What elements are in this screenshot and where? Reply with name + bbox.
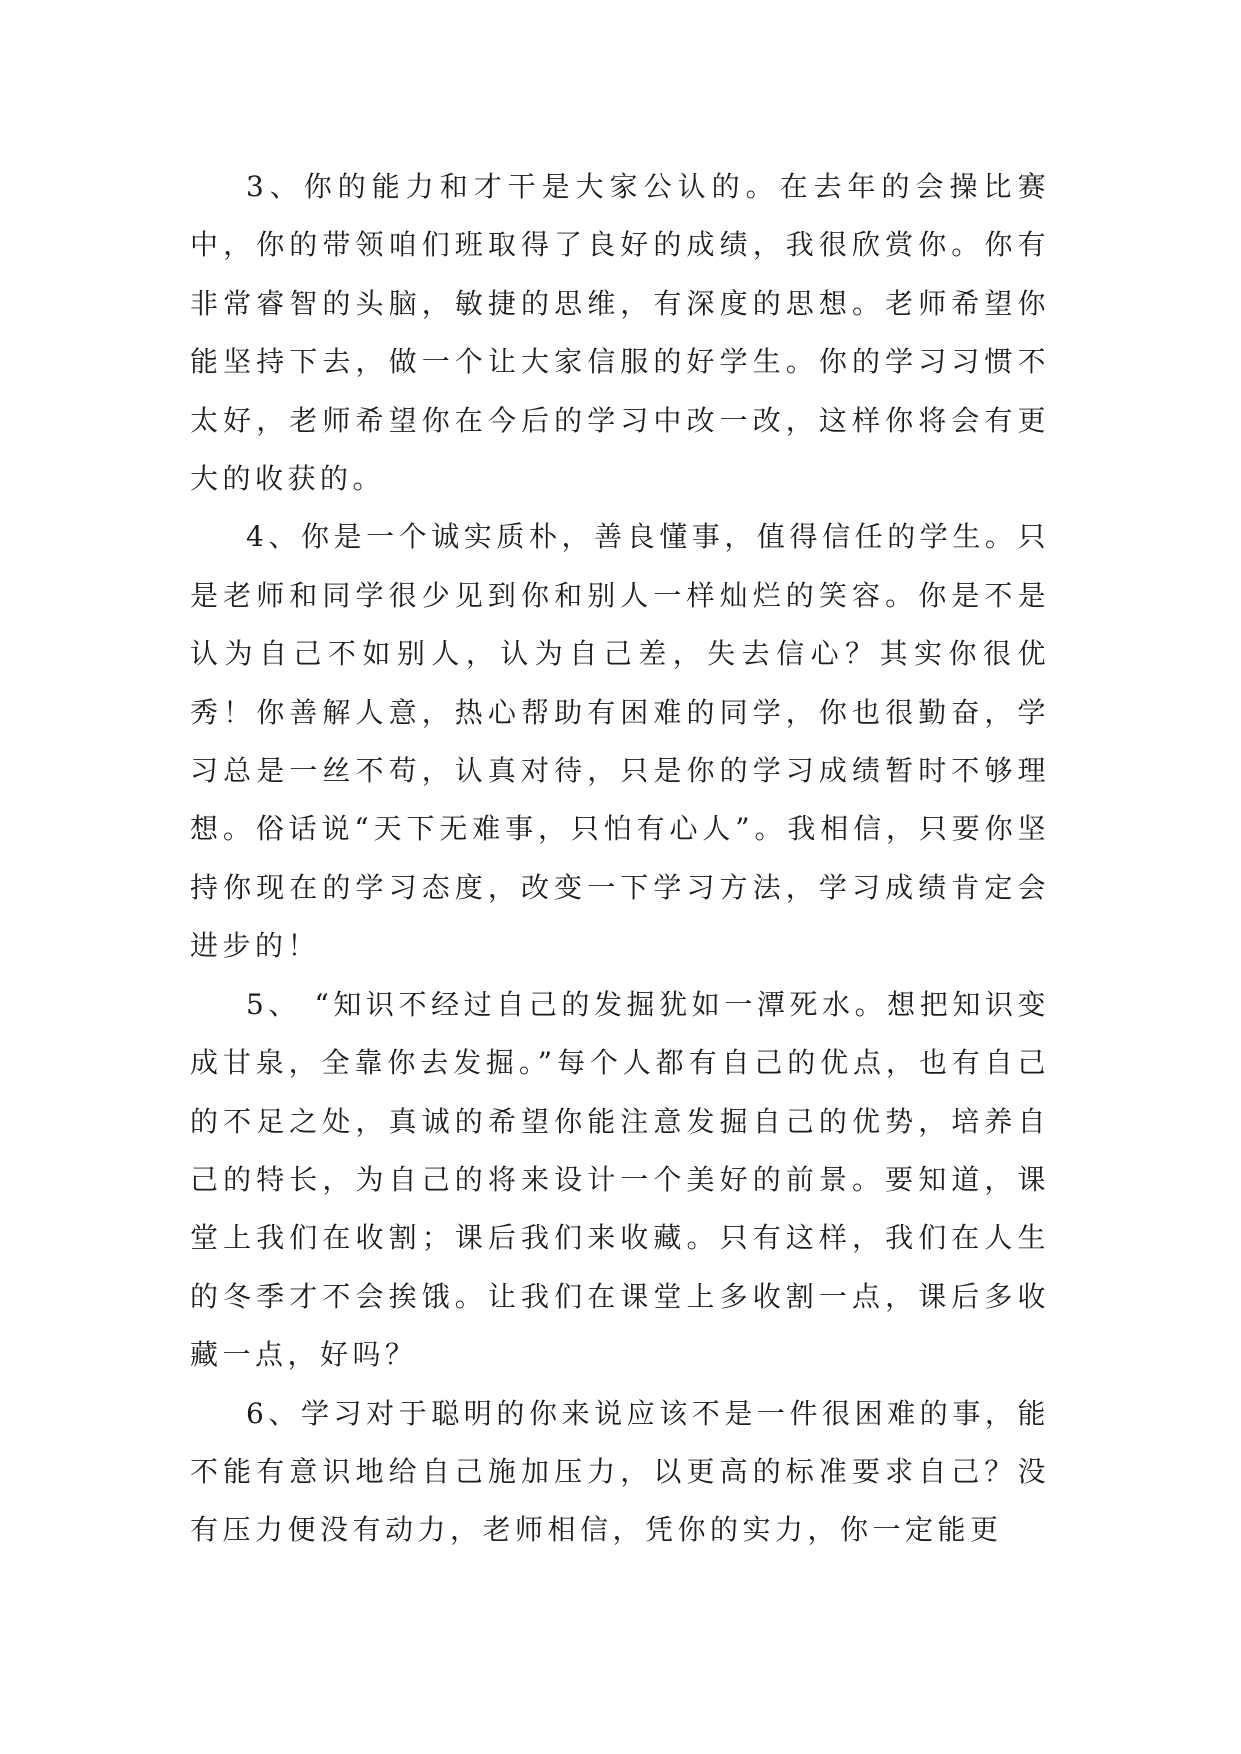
document-body xyxy=(190,158,1050,1560)
paragraph-4: 4、你是一个诚实质朴，善良懂事，值得信任的学生。只是老师和同学很少见到你和别人一样灿烂的笑容。你是不是认为自己不如别人，认为自己差，失去信心？其实你很优秀！你善解人意，热心帮助有困难的同学，你也很勤奋，学习总是一丝不苟，认真对待，只是你的学习成绩暂时不够理想。俗话说“天下无难事，只怕有心人”。我相信，只要你坚持你现在的学习态度，改变一下学习方法，学习成绩肯定会进步的！ xyxy=(190,520,1050,963)
paragraph-6: 6、学习对于聪明的你来说应该不是一件很困难的事，能不能有意识地给自己施加压力，以更高的标准要求自己？没有压力便没有动力，老师相信，凭你的实力，你一定能更 xyxy=(190,1396,1050,1547)
paragraph-3: 3、你的能力和才干是大家公认的。在去年的会操比赛中，你的带领咱们班取得了良好的成绩，我很欣赏你。你有非常睿智的头脑，敏捷的思维，有深度的思想。老师希望你能坚持下去，做一个让大家信服的好学生。你的学习习惯不太好，老师希望你在今后的学习中改一改，这样你将会有更大的收获的。 xyxy=(190,170,1050,496)
paragraph-5: 5、 “知识不经过自己的发掘犹如一潭死水。想把知识变成甘泉，全靠你去发掘。”每个人都有自己的优点，也有自己的不足之处，真诚的希望你能注意发掘自己的优势，培养自己的特长，为自己的将来设计一个美好的前景。要知道，课堂上我们在收割；课后我们来收藏。只有这样，我们在人生的冬季才不会挨饿。让我们在课堂上多收割一点，课后多收藏一点，好吗？ xyxy=(190,987,1050,1372)
